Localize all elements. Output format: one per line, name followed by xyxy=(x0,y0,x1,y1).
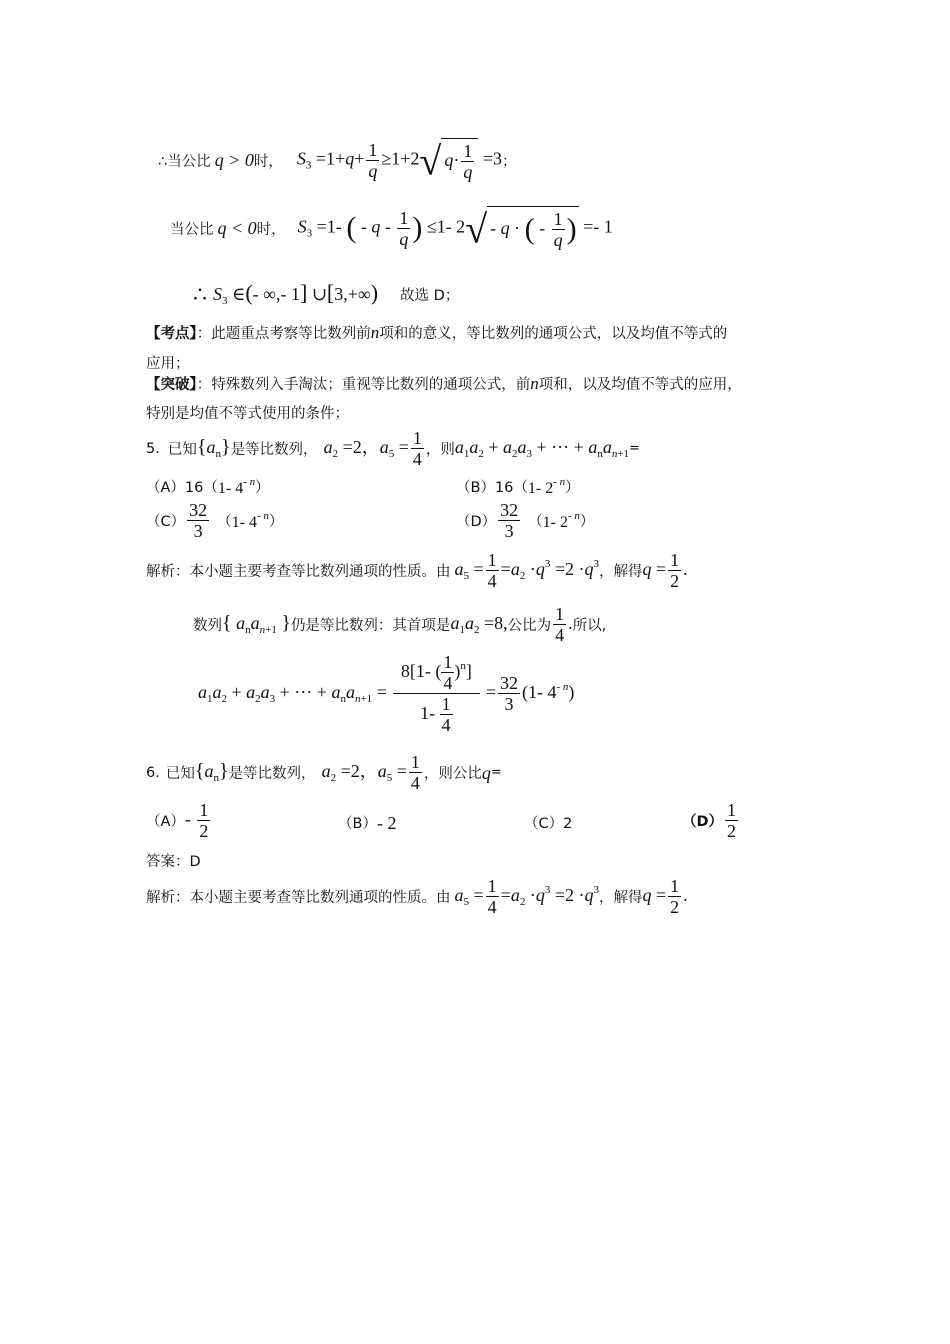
kaodian-var: n xyxy=(370,323,380,342)
q5-option-a-label: （A）16（ xyxy=(146,480,218,496)
kaodian-label: 【考点】 xyxy=(146,326,197,342)
tupo-text2: 项和，以及均值不等式的应用， xyxy=(538,377,742,393)
q5-option-d: （D） $\frac{32}{3}$ （ 1- $2^{- n}$ ） xyxy=(456,500,595,542)
q5-option-c-label: （C） xyxy=(146,514,186,531)
q5-text3: ，则 xyxy=(425,442,455,459)
q5-seq-text4: 所以, xyxy=(572,618,607,635)
line-2 xyxy=(170,206,613,250)
tupo-label: 【突破】 xyxy=(146,377,197,393)
q5-analysis: 解析：本小题主要考查等比数列通项的性质。由 $a_5$ = $\frac{1}{4}$ $=a_2 \cdot q^3 =2 \cdot q^3$ ，解得 q = $\frac{1}{2}$ . xyxy=(146,550,688,592)
tupo-line2: 特别是均值不等式使用的条件； xyxy=(146,406,349,422)
line1-cond: q > 0 xyxy=(214,150,254,171)
line1-end: ； xyxy=(502,153,517,170)
line1-suffix: 时， xyxy=(253,153,283,170)
q5-seq: $\{a_n\}$ xyxy=(196,436,231,461)
q6-option-d-label: （D） xyxy=(682,814,724,831)
line2-suffix: 时， xyxy=(256,221,286,238)
q6-text3: ，则公比 xyxy=(423,766,482,783)
q5-option-d-label: （D） xyxy=(456,514,497,531)
kaodian-text2: 项和的意义，等比数列的通项公式，以及均值不等式的 xyxy=(379,326,728,342)
q6-analysis-mid: ，解得 xyxy=(598,890,643,907)
q6-num: 6. xyxy=(146,764,160,781)
q5-text1: 已知 xyxy=(167,442,197,459)
q6-analysis-label: 解析：本小题主要考查等比数列通项的性质。由 xyxy=(146,890,451,907)
q6-option-b-label: （B） xyxy=(338,816,377,832)
q5-option-b: （B）16（ 1- $2^{- n}$ ） xyxy=(456,475,580,497)
q6-option-d: （D） $\frac{1}{2}$ xyxy=(682,800,737,842)
q5-seq-text3: 公比为 xyxy=(507,618,552,635)
q5-seq-text2: 仍是等比数列：其首项是 xyxy=(290,618,451,635)
q6-analysis: 解析：本小题主要考查等比数列通项的性质。由 $a_5$ = $\frac{1}{4}$ $=a_2 \cdot q^3 =2 \cdot q^3$ ，解得 q = $\frac{1}{2}$ . xyxy=(146,876,688,918)
q6-text2: 是等比数列， xyxy=(228,766,316,783)
q6-option-b: （B） - 2 xyxy=(338,812,397,833)
q5-option-b-label: （B）16（ xyxy=(456,480,528,496)
line2-formula: $S_3 =1-$ ( - q - $\frac{1}{q}$ ) ≤1- 2√ - q · ( - $\frac{1}{q}$ ) =- 1 xyxy=(297,206,613,252)
kaodian-line1 xyxy=(146,322,727,343)
q5-seq-line: 数列 { $a_na_{n+1}$ } 仍是等比数列：其首项是 $a_1a_2 =8$, 公比为 $\frac{1}{4}$ . 所以, xyxy=(193,604,607,646)
line3-therefore: ∴ xyxy=(193,281,207,307)
kaodian-line2: 应用； xyxy=(146,356,190,372)
tupo-text1: ：特殊数列入手淘汰；重视等比数列的通项公式，前 xyxy=(196,377,531,393)
line-3 xyxy=(193,282,459,307)
q6-text4: = xyxy=(490,765,502,781)
q5-option-c: （C） $\frac{32}{3}$ （ 1- $4^{- n}$ ） xyxy=(146,500,284,542)
q5-seq-text1: 数列 xyxy=(193,618,222,635)
line1-prefix: ∴当公比 xyxy=(158,153,211,170)
q5-sum-formula: $a_1a_2 + a_2a_3$ + ··· + $a_na_{n+1}$ = 8[1- ( $\frac{1}{4}$ )$^n$] 1- $\frac{1}{4}$ = $\frac{32}{3}$ (1- $4^{- n}$) xyxy=(198,652,575,736)
tupo-var: n xyxy=(530,374,539,393)
q6-option-a: （A） - $\frac{1}{2}$ xyxy=(146,800,209,842)
q5-option-a: （A）16（ 1- $4^{- n}$ ） xyxy=(146,475,270,497)
q5-text2: 是等比数列， xyxy=(230,442,318,459)
q5-expr: $a_1a_2 + a_2a_3$ + ··· + $a_na_{n+1}$ xyxy=(454,436,630,460)
line1-formula: $S_3 =1+q+$ $\frac{1}{q}$ ≥1+2√ q· $\frac{1}{q}$ =3 xyxy=(296,138,502,184)
q6-text1: 已知 xyxy=(165,766,195,783)
q5-num: 5. xyxy=(146,440,160,457)
q6-option-a-label: （A） xyxy=(146,814,185,831)
q6-question: 6. 已知 $\{a_n\}$ 是等比数列， $a_2 =2$，$a_5$ = $\frac{1}{4}$ ，则公比 q = xyxy=(146,752,502,794)
tupo-line1 xyxy=(146,373,742,394)
q5-analysis-mid: ，解得 xyxy=(598,564,643,581)
q6-option-c-label: （C）2 xyxy=(524,816,573,832)
q6-option-c xyxy=(524,812,572,833)
q5-given: $a_2 =2$，$a_5$ = $\frac{1}{4}$ xyxy=(323,428,422,470)
line-1 xyxy=(158,138,517,182)
q5-analysis-label: 解析：本小题主要考查等比数列通项的性质。由 xyxy=(146,564,451,581)
q6-answer: 答案：D xyxy=(146,854,201,870)
line2-cond: q < 0 xyxy=(217,218,257,239)
line3-note: 故选 D； xyxy=(400,288,460,304)
kaodian-text1: ：此题重点考察等比数列前 xyxy=(196,326,371,342)
q5-question: 5. 已知 $\{a_n\}$ 是等比数列， $a_2 =2$，$a_5$ = $\frac{1}{4}$ ，则 $a_1a_2 + a_2a_3$ + ··· + $a_na_{n+1}$ = xyxy=(146,428,640,470)
line2-prefix: 当公比 xyxy=(170,221,214,238)
line3-formula: $S_3$ ∈(- ∞,- 1] ∪[3,+∞) xyxy=(213,280,379,307)
